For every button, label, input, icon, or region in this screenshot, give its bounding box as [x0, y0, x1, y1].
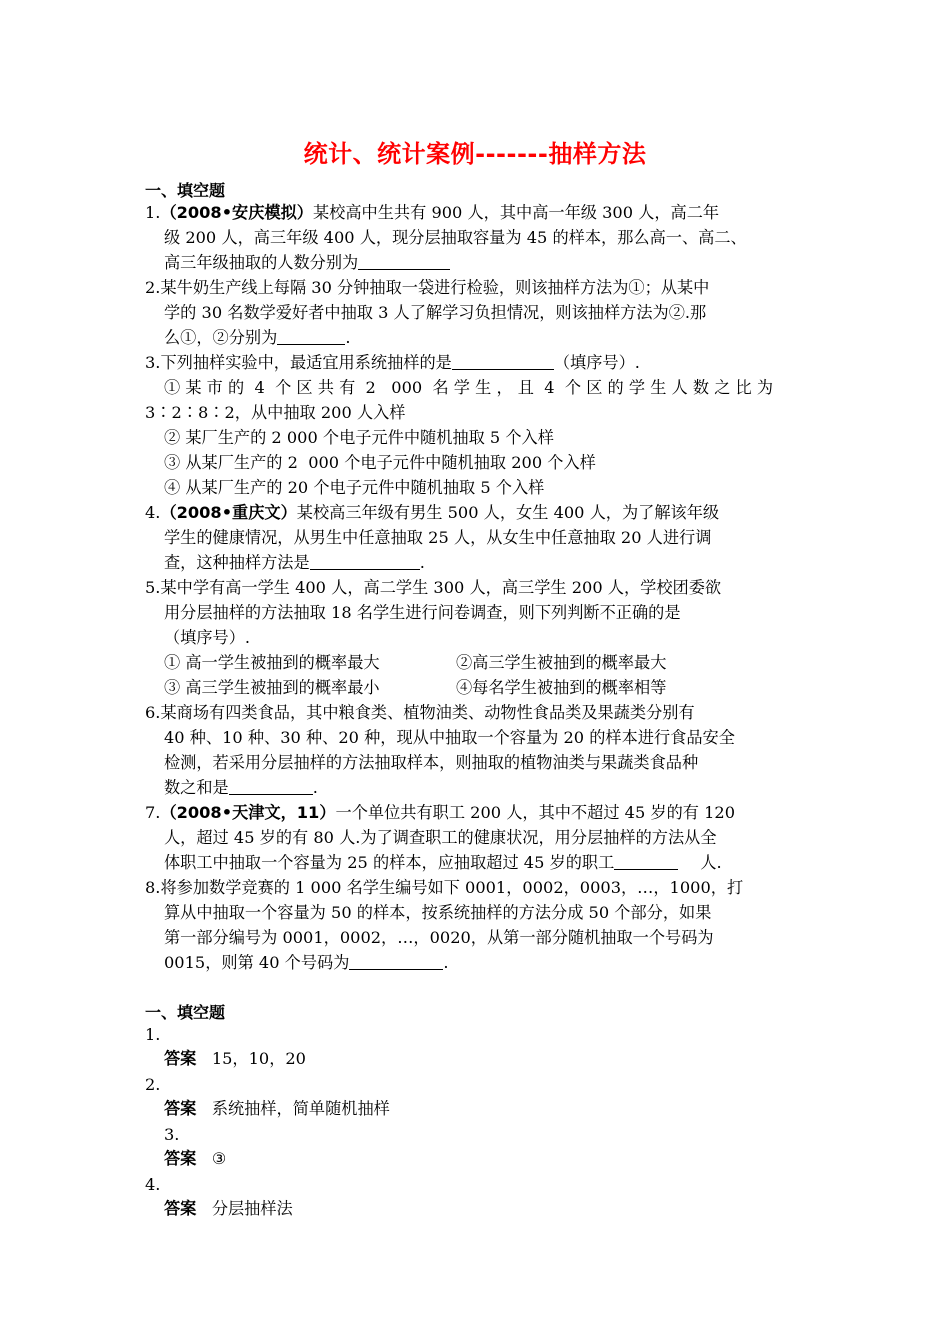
page-title: 统计、统计案例-------抽样方法: [303, 140, 647, 168]
question-7-line-3: [164, 853, 722, 873]
option-3: ③ 高三学生被抽到的概率最小: [164, 678, 380, 697]
option-4: ④每名学生被抽到的概率相等: [456, 678, 667, 697]
question-8-line-1: 8.将参加数学竞赛的 1 000 名学生编号如下 0001，0002，0003，…，1000，打: [145, 878, 744, 897]
answer-4: [164, 1199, 293, 1219]
question-text: 查，这种抽样方法是: [164, 553, 310, 572]
answer-text: 15，10，20: [211, 1049, 306, 1068]
answer-blank: [349, 953, 443, 970]
answer-1: [164, 1049, 306, 1069]
question-4-line-1: [145, 503, 719, 523]
question-text: （填序号）.: [553, 353, 640, 372]
question-8-line-4: [164, 953, 449, 973]
question-2-line-1: 2.某牛奶生产线上每隔 30 分钟抽取一袋进行检验，则该抽样方法为①；从某中: [145, 278, 710, 297]
question-7-line-1: [145, 803, 735, 823]
question-7-line-2: 人，超过 45 岁的有 80 人.为了调查职工的健康状况，用分层抽样的方法从全: [164, 828, 717, 847]
punctuation: .: [312, 778, 318, 797]
answer-label: 答案: [164, 1049, 197, 1068]
question-text: 0015，则第 40 个号码为: [164, 953, 350, 972]
answer-text: 分层抽样法: [211, 1199, 293, 1218]
option-2: ②高三学生被抽到的概率最大: [456, 653, 667, 672]
question-number: 4.: [145, 503, 161, 522]
answer-2: [164, 1099, 390, 1119]
answer-blank: [277, 328, 345, 345]
answer-label: 答案: [164, 1199, 197, 1218]
answer-label: 答案: [164, 1149, 197, 1168]
answer-blank: [452, 353, 554, 370]
option-3: ③ 从某厂生产的 2 000 个电子元件中随机抽取 200 个入样: [164, 453, 596, 472]
answer-blank: [310, 553, 420, 570]
answer-text: 系统抽样，简单随机抽样: [211, 1099, 390, 1118]
question-text: 高三年级抽取的人数分别为: [164, 253, 359, 272]
option-2: ② 某厂生产的 2 000 个电子元件中随机抽取 5 个入样: [164, 428, 554, 447]
answer-blank: [614, 853, 678, 870]
answer-4-number: 4.: [145, 1175, 161, 1194]
answer-text: ③: [211, 1149, 227, 1168]
option-1: ① 高一学生被抽到的概率最大: [164, 653, 380, 672]
question-1-line-3: [164, 253, 450, 273]
question-text: 数之和是: [164, 778, 229, 797]
section-heading: 一、填空题: [145, 181, 226, 200]
question-2-line-2: 学的 30 名数学爱好者中抽取 3 人了解学习负担情况，则该抽样方法为②.那: [164, 303, 707, 322]
question-text: 么①，②分别为: [164, 328, 278, 347]
answer-label: 答案: [164, 1099, 197, 1118]
answer-3: [164, 1149, 226, 1169]
option-1-line-2: 3∶2∶8∶2，从中抽取 200 人入样: [145, 403, 406, 422]
question-6-line-2: 40 种、10 种、30 种、20 种，现从中抽取一个容量为 20 的样本进行食品安全: [164, 728, 735, 747]
question-5-line-3: （填序号）.: [164, 628, 251, 647]
punctuation: .: [419, 553, 425, 572]
question-5-line-2: 用分层抽样的方法抽取 18 名学生进行问卷调查，则下列判断不正确的是: [164, 603, 681, 622]
question-text: 一个单位共有职工 200 人，其中不超过 45 岁的有 120: [335, 803, 736, 822]
question-text: 体职工中抽取一个容量为 25 的样本，应抽取超过 45 岁的职工: [164, 853, 615, 872]
question-8-line-2: 算从中抽取一个容量为 50 的样本，按系统抽样的方法分成 50 个部分，如果: [164, 903, 712, 922]
question-text: 某校高三年级有男生 500 人，女生 400 人，为了解该年级: [296, 503, 720, 522]
question-6-line-4: [164, 778, 318, 798]
question-4-line-3: [164, 553, 425, 573]
question-6-line-3: 检测，若采用分层抽样的方法抽取样本，则抽取的植物油类与果蔬类食品种: [164, 753, 699, 772]
question-source: （2008•天津文，11）: [160, 803, 336, 822]
answer-blank: [229, 778, 313, 795]
question-5-line-1: 5.某中学有高一学生 400 人，高二学生 300 人，高三学生 200 人，学校团委欲: [145, 578, 722, 597]
question-1-line-1: [145, 203, 719, 223]
answer-1-number: 1.: [145, 1025, 161, 1044]
question-text: 3.下列抽样实验中，最适宜用系统抽样的是: [145, 353, 452, 372]
punctuation: .: [345, 328, 351, 347]
question-text: 某校高中生共有 900 人，其中高一年级 300 人，高二年: [312, 203, 720, 222]
question-number: 1.: [145, 203, 161, 222]
question-number: 7.: [145, 803, 161, 822]
question-source: （2008•安庆模拟）: [160, 203, 313, 222]
question-8-line-3: 第一部分编号为 0001，0002，…，0020，从第一部分随机抽取一个号码为: [164, 928, 714, 947]
question-2-line-3: [164, 328, 350, 348]
question-6-line-1: 6.某商场有四类食品，其中粮食类、植物油类、动物性食品类及果蔬类分别有: [145, 703, 695, 722]
question-1-line-2: 级 200 人，高三年级 400 人，现分层抽取容量为 45 的样本，那么高一、高二、: [164, 228, 747, 247]
answer-blank: [358, 253, 450, 270]
option-4: ④ 从某厂生产的 20 个电子元件中随机抽取 5 个入样: [164, 478, 545, 497]
answer-3-number: 3.: [164, 1125, 180, 1144]
question-4-line-2: 学生的健康情况，从男生中任意抽取 25 人，从女生中任意抽取 20 人进行调: [164, 528, 712, 547]
question-source: （2008•重庆文）: [160, 503, 297, 522]
option-1-line-1: ① 某 市 的 4 个 区 共 有 2 000 名 学 生 ， 且 4 个 区 的 学 生 人 数 之 比 为: [164, 378, 774, 397]
question-3-line-1: [145, 353, 640, 373]
question-text: 人.: [700, 853, 722, 872]
punctuation: .: [443, 953, 449, 972]
answers-section-heading: 一、填空题: [145, 1003, 226, 1022]
answer-2-number: 2.: [145, 1075, 161, 1094]
